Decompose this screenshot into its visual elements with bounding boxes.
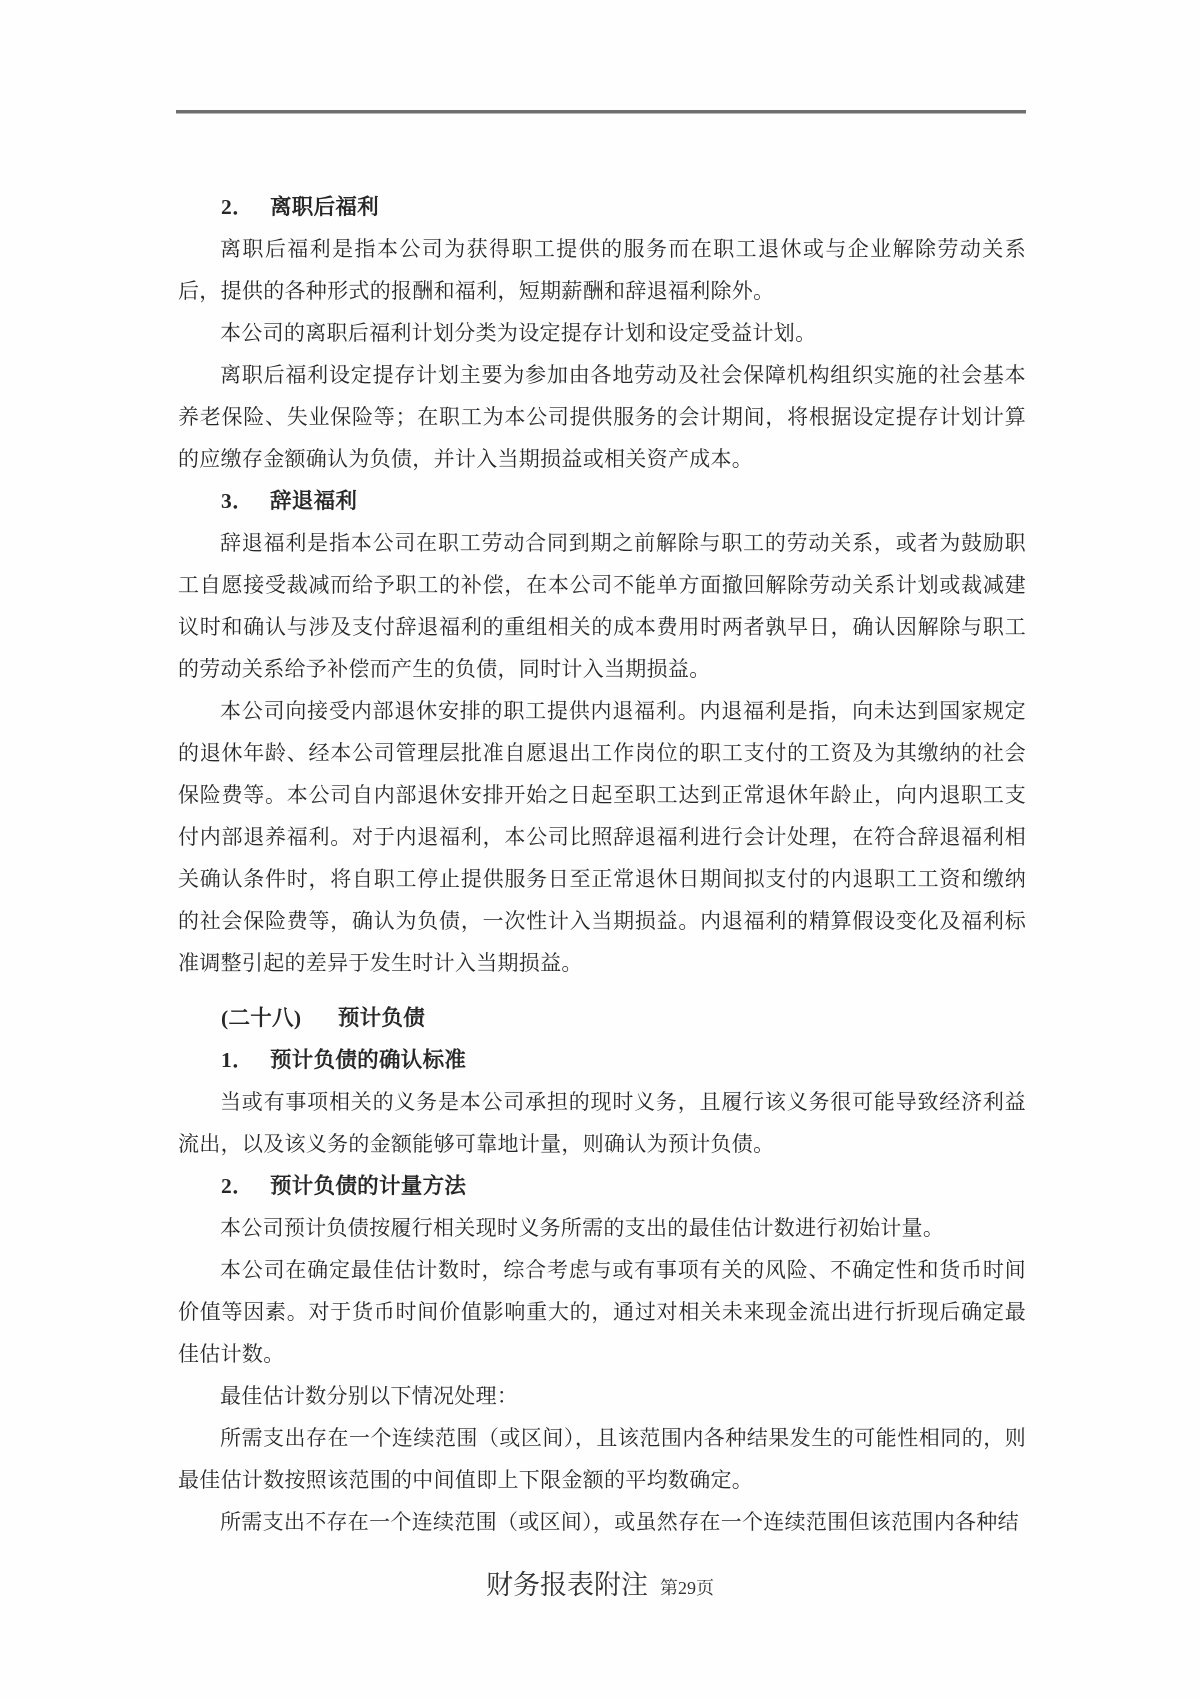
heading-title: 辞退福利 xyxy=(269,489,358,513)
document-content xyxy=(178,186,1026,1543)
heading-title: 预计负债的计量方法 xyxy=(269,1174,467,1198)
heading-number: (二十八) xyxy=(221,1006,302,1030)
paragraph: 所需支出不存在一个连续范围（或区间），或虽然存在一个连续范围但该范围内各种结 xyxy=(220,1510,1019,1534)
heading-number: 3． xyxy=(221,489,254,513)
paragraph: 本公司在确定最佳估计数时，综合考虑与或有事项有关的风险、不确定性和货币时间价值等因素。对于货币时间价值影响重大的，通过对相关未来现金流出进行折现后确定最佳估计数。 xyxy=(178,1258,1026,1366)
heading-title: 预计负债 xyxy=(337,1006,426,1030)
heading-title: 离职后福利 xyxy=(269,195,379,219)
paragraph: 最佳估计数分别以下情况处理： xyxy=(220,1384,519,1408)
subsection-heading-provision-measurement xyxy=(178,1165,1026,1207)
heading-title: 预计负债的确认标准 xyxy=(269,1048,467,1072)
heading-number: 2． xyxy=(221,195,254,219)
subsection-heading-termination-benefits xyxy=(178,480,1026,522)
paragraph: 本公司的离职后福利计划分类为设定提存计划和设定受益计划。 xyxy=(220,321,817,345)
page-footer xyxy=(0,1563,1200,1602)
heading-number: 2． xyxy=(221,1174,254,1198)
paragraph: 所需支出存在一个连续范围（或区间），且该范围内各种结果发生的可能性相同的，则最佳估计数按照该范围的中间值即上下限金额的平均数确定。 xyxy=(178,1426,1026,1492)
section-heading-provisions xyxy=(178,997,1026,1039)
paragraph: 离职后福利设定提存计划主要为参加由各地劳动及社会保障机构组织实施的社会基本养老保险、失业保险等；在职工为本公司提供服务的会计期间，将根据设定提存计划计算的应缴存金额确认为负债，并计入当期损益或相关资产成本。 xyxy=(178,363,1026,471)
paragraph: 离职后福利是指本公司为获得职工提供的服务而在职工退休或与企业解除劳动关系后，提供的各种形式的报酬和福利，短期薪酬和辞退福利除外。 xyxy=(178,237,1026,303)
subsection-heading-provision-recognition xyxy=(178,1039,1026,1081)
paragraph: 辞退福利是指本公司在职工劳动合同到期之前解除与职工的劳动关系，或者为鼓励职工自愿接受裁减而给予职工的补偿，在本公司不能单方面撤回解除劳动关系计划或裁减建议时和确认与涉及支付辞退福利的重组相关的成本费用时两者孰早日，确认因解除与职工的劳动关系给予补偿而产生的负债，同时计入当期损益。 xyxy=(178,531,1026,681)
footer-title: 财务报表附注 xyxy=(486,1570,648,1600)
paragraph: 本公司向接受内部退休安排的职工提供内退福利。内退福利是指，向未达到国家规定的退休年龄、经本公司管理层批准自愿退出工作岗位的职工支付的工资及为其缴纳的社会保险费等。本公司自内部退休安排开始之日起至职工达到正常退休年龄止，向内退职工支付内部退养福利。对于内退福利，本公司比照辞退福利进行会计处理，在符合辞退福利相关确认条件时，将自职工停止提供服务日至正常退休日期间拟支付的内退职工工资和缴纳的社会保险费等，确认为负债，一次性计入当期损益。内退福利的精算假设变化及福利标准调整引起的差异于发生时计入当期损益。 xyxy=(178,699,1026,975)
paragraph: 本公司预计负债按履行相关现时义务所需的支出的最佳估计数进行初始计量。 xyxy=(220,1216,945,1240)
heading-number: 1． xyxy=(221,1048,254,1072)
subsection-heading-post-employment-benefits xyxy=(178,186,1026,228)
footer-page-number: 第29页 xyxy=(660,1578,714,1598)
header-divider xyxy=(176,110,1026,114)
paragraph: 当或有事项相关的义务是本公司承担的现时义务，且履行该义务很可能导致经济利益流出，以及该义务的金额能够可靠地计量，则确认为预计负债。 xyxy=(178,1090,1026,1156)
